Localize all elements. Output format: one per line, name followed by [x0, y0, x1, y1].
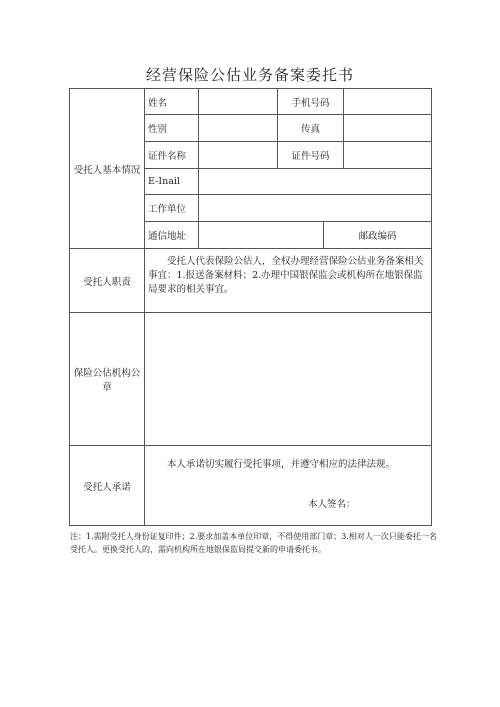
footnote: 注：1.需附受托人身份证复印件；2.要求加盖本单位印章，不得使用部门章；3.相对人一次只能委托一名受托人。更换受托人的，需向机构所在地银保监局提交新的申请委托书。	[70, 532, 437, 554]
duties-text: 受托人代表保险公估人，全权办理经营保险公估业务备案相关事宜：1.报送备案材料；2.办理中国银保监会或机构所在地银保监局要求的相关事宜。	[145, 249, 432, 313]
section-seal: 保险公估机构公章	[70, 313, 145, 446]
label-fax: 传真	[278, 115, 344, 142]
signature-label[interactable]: 本人签名：	[308, 499, 356, 510]
label-name: 姓名	[145, 89, 199, 115]
field-name-value[interactable]	[199, 89, 278, 115]
label-postcode: 邮政编码	[324, 222, 432, 249]
label-id-number: 证件号码	[278, 142, 344, 169]
field-email-value[interactable]	[199, 169, 432, 195]
promise-text: 本人承诺切实履行受托事项，并遵守相应的法律法规。	[167, 459, 396, 470]
field-fax-value[interactable]	[344, 115, 432, 142]
label-id-type: 证件名称	[145, 142, 199, 169]
promise-cell	[145, 446, 432, 526]
label-gender: 性别	[145, 115, 199, 142]
commission-form-table	[69, 88, 432, 526]
field-address-value[interactable]	[199, 222, 324, 249]
field-phone-value[interactable]	[344, 89, 432, 115]
section-basic-info: 受托人基本情况	[70, 89, 145, 249]
page-title: 经营保险公估业务备案委托书	[145, 66, 354, 84]
label-address: 通信地址	[145, 222, 199, 249]
label-phone: 手机号码	[278, 89, 344, 115]
section-promise: 受托人承诺	[70, 446, 145, 526]
section-duties: 受托人职责	[70, 249, 145, 313]
field-gender-value[interactable]	[199, 115, 278, 142]
field-employer-value[interactable]	[199, 195, 432, 222]
seal-area[interactable]	[145, 313, 432, 446]
label-employer: 工作单位	[145, 195, 199, 222]
field-id-number-value[interactable]	[344, 142, 432, 169]
field-id-type-value[interactable]	[199, 142, 278, 169]
label-email: E-Inail	[145, 169, 199, 195]
